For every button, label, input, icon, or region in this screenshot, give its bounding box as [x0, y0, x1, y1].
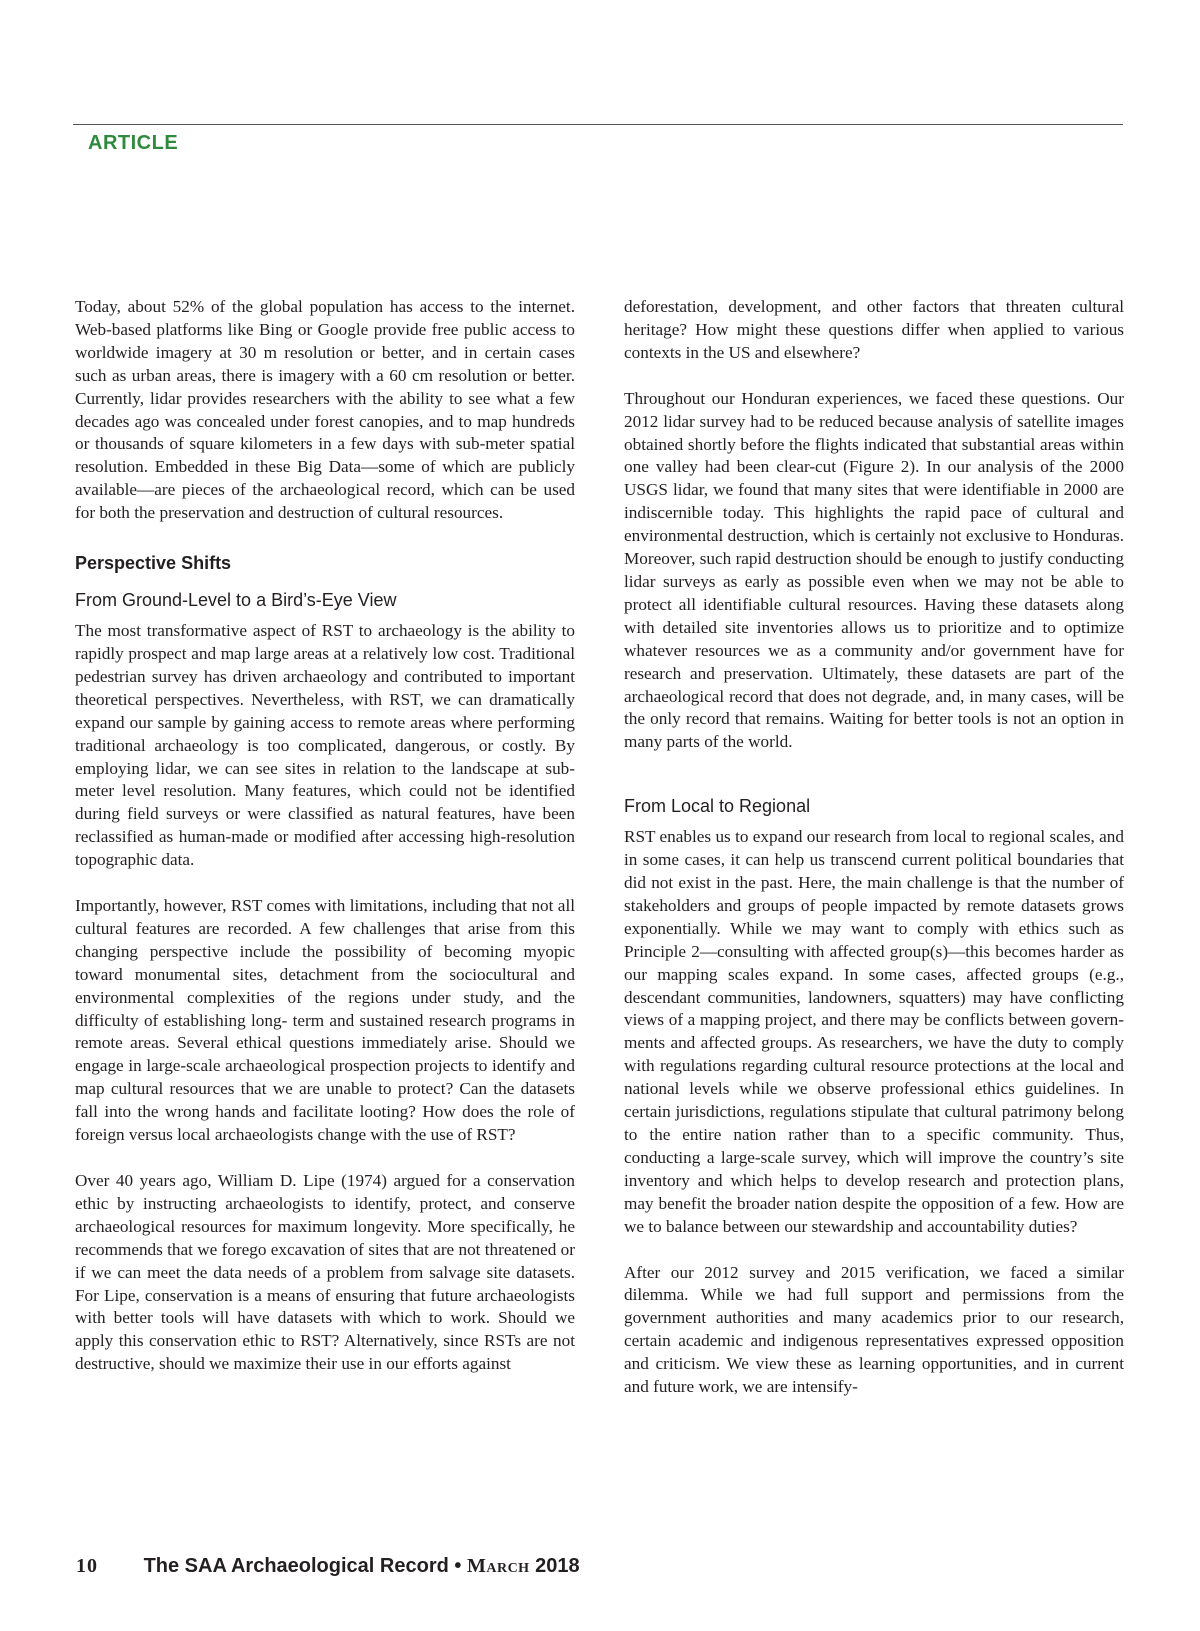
- issue-year: 2018: [535, 1555, 580, 1577]
- subheading-ground-level: From Ground-Level to a Bird’s-Eye View: [75, 590, 397, 611]
- footer-separator: •: [454, 1555, 462, 1577]
- left-column: [75, 296, 575, 1376]
- paragraph-honduran: Throughout our Honduran experiences, we faced these questions. Our 2012 lidar survey had to be reduced because analysis of satellite images obtained shortly before the flights indicated that substantial areas within one valley had been clear-cut (Figure 2). In our analysis of the 2000 USGS lidar, we found that many sites that were identifiable in 2000 are indiscernible today. This highlights the rapid pace of cultural and environmental destruction, which is certainly not exclusive to Honduras. Moreover, such rapid destruction should be enough to justify conducting lidar surveys as early as possible even when we may not be able to protect all identifiable cultural resources. Having these datasets along with detailed site inventories allows us to prioritize and to optimize whatever resources we as a community and/or government have for research and preservation. Ultimately, these datasets are part of the archaeological record that does not degrade, and, in many cases, will be the only record that remains. Waiting for better tools is not an option in many parts of the world.: [624, 388, 1124, 752]
- page-footer: [76, 1555, 580, 1578]
- paragraph-lipe: Over 40 years ago, William D. Lipe (1974) argued for a conservation ethic by instructing archaeologists to identify, protect, and conserve archaeological resources for maximum longevity. More specifically, he recommends that we forego excavation of sites that are not threatened or if we can meet the data needs of a problem from salvage site datasets. For Lipe, conservation is a means of ensuring that future archaeologists with better tools will have datasets with which to work. Should we apply this conservation ethic to RST? Alternatively, since RSTs are not destructive, should we maximize their use in our efforts against: [75, 1171, 575, 1374]
- heading-perspective-shifts: Perspective Shifts: [75, 553, 232, 574]
- page-number: 10: [76, 1555, 98, 1577]
- header-rule: [73, 124, 1123, 125]
- paragraph-limitations: Importantly, however, RST comes with limitations, including that not all cultural features are recorded. A few challenges that arise from this changing perspective include the possibility of becoming myopic toward monumental sites, detachment from the sociocultural and environmental complexities of the regions under study, and the difficulty of establishing long- term and sustained research programs in remote areas. Several ethical questions immediately arise. Should we engage in large-scale archaeological prospection projects to identify and map cultural resources that we are unable to protect? Can the datasets fall into the wrong hands and facilitate looting? How does the role of foreign versus local archaeologists change with the use of RST?: [75, 896, 575, 1145]
- journal-title: The SAA Archaeological Record: [143, 1555, 449, 1577]
- issue-month: March: [466, 1555, 530, 1577]
- paragraph-transformative: The most transformative aspect of RST to archaeology is the ability to rapidly prospect and map large areas at a relatively low cost. Traditional pedestrian survey has driven archaeology and contributed to important theoretical perspectives. Nevertheless, with RST, we can dramatically expand our sample by gaining access to remote areas where performing traditional archaeology is too complicated, dangerous, or costly. By employing lidar, we can see sites in relation to the landscape at sub-meter level resolution. Many features, which could not be identified during field surveys or were classified as natural features, have been reclassified as human-made or modified after accessing high-resolution topographic data.: [75, 621, 575, 870]
- paragraph-deforestation: deforestation, development, and other factors that threaten cultural heritage? How might these questions differ when applied to various contexts in the US and elsewhere?: [624, 297, 1124, 362]
- section-label: ARTICLE: [88, 132, 179, 154]
- paragraph-regional: RST enables us to expand our research from local to regional scales, and in some cases, it can help us transcend current political boundaries that did not exist in the past. Here, the main challenge is that the number of stakeholders and groups of people impacted by remote datasets grows exponentially. While we may want to comply with ethics such as Principle 2—consulting with affected group(s)—this becomes harder as our mapping scales expand. In some cases, affected groups (e.g., descendant communities, landowners, squatters) may have conflicting views of a mapping project, and there may be conflicts between governments and affected groups. As researchers, we have the duty to comply with regulations regarding cultural resource protections at the local and national levels while we observe professional ethics guidelines. In certain jurisdictions, regulations stipulate that cultural patrimony belong to the entire nation rather than to a specific community. Thus, conducting a large-scale survey, which will improve the country’s site inventory and which helps to develop research and protection plans, may benefit the broader nation despite the opposition of a few. How are we to balance between our stewardship and accountability duties?: [624, 827, 1124, 1236]
- subheading-local-to-regional: From Local to Regional: [624, 796, 811, 817]
- right-column: [624, 296, 1124, 1399]
- paragraph-dilemma: After our 2012 survey and 2015 verification, we faced a similar dilemma. While we had full support and permissions from the government authorities and many academics prior to our research, certain academic and indigenous representatives expressed opposition and criticism. We view these as learning opportunities, and in current and future work, we are intensify-: [624, 1262, 1124, 1397]
- paragraph-intro: Today, about 52% of the global population has access to the internet. Web-based platforms like Bing or Google provide free public access to worldwide imagery at 30 m resolution or better, and in certain cases such as urban areas, there is imagery with a 60 cm resolution or better. Currently, lidar provides researchers with the ability to see what a few decades ago was concealed under forest canopies, and to map hundreds or thousands of square kilometers in a few days with sub-meter spatial resolution. Embedded in these Big Data—some of which are publicly available—are pieces of the archaeological record, which can be used for both the preservation and destruction of cultural resources.: [75, 297, 575, 523]
